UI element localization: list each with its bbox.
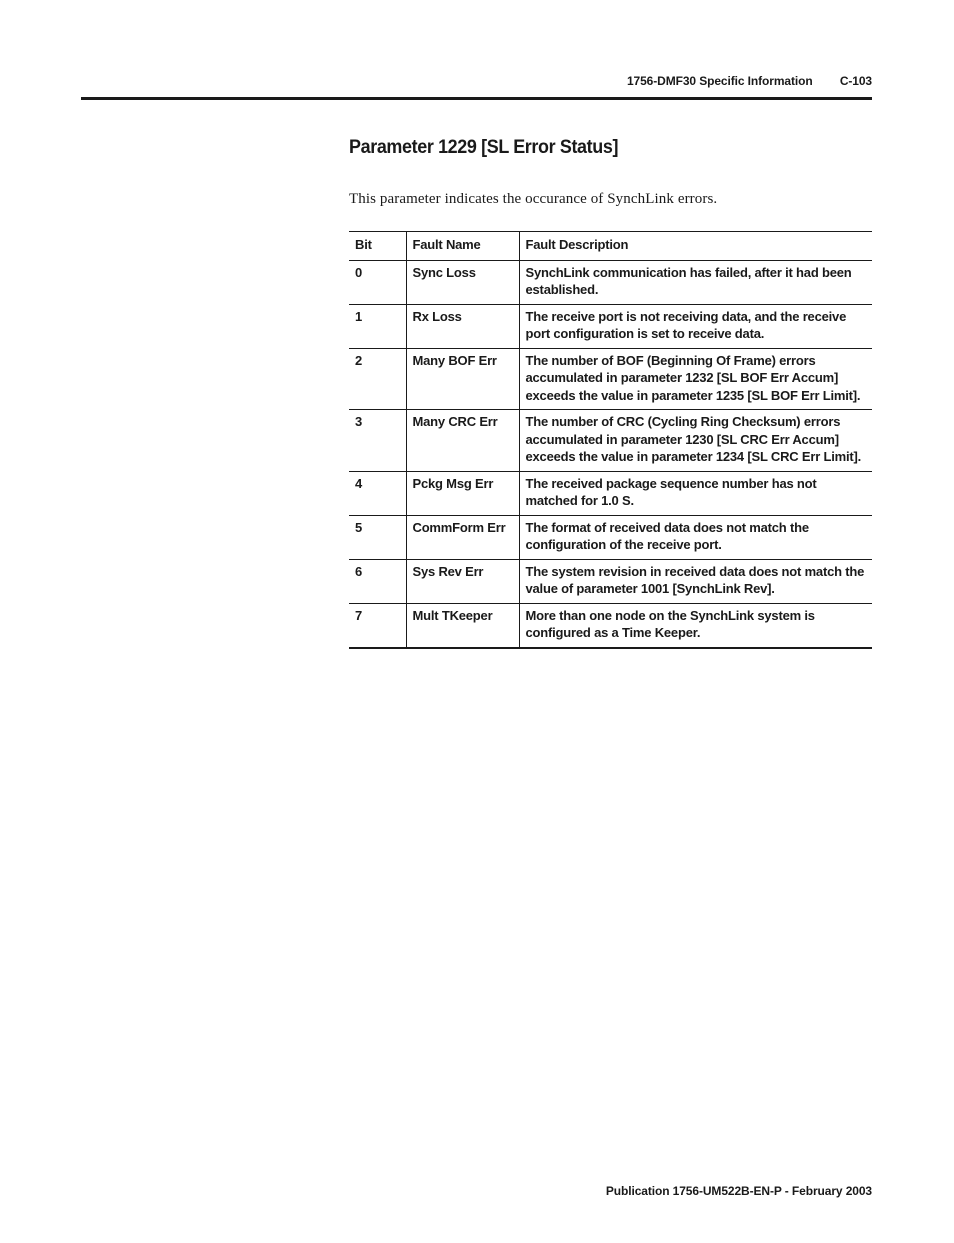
fault-name-cell: Sys Rev Err	[406, 559, 519, 603]
table-row	[349, 304, 872, 348]
fault-description-cell: The number of BOF (Beginning Of Frame) errors accumulated in parameter 1232 [SL BOF Err Accum] exceeds the value in parameter 1235 [SL BOF Err Limit].	[519, 348, 872, 410]
table-row	[349, 348, 872, 410]
table-row	[349, 471, 872, 515]
fault-description-cell: More than one node on the SynchLink system is configured as a Time Keeper.	[519, 603, 872, 648]
header-rule	[81, 97, 872, 100]
column-header-fault-name: Fault Name	[406, 232, 519, 261]
bit-cell: 7	[349, 603, 406, 648]
table-row	[349, 515, 872, 559]
bit-cell: 0	[349, 260, 406, 304]
fault-table	[349, 231, 872, 649]
header-section-title: 1756-DMF30 Specific Information	[626, 74, 813, 88]
page-header	[627, 74, 872, 88]
page-title: Parameter 1229 [SL Error Status]	[349, 136, 619, 158]
fault-description-cell: The received package sequence number has not matched for 1.0 S.	[519, 471, 872, 515]
fault-name-cell: Rx Loss	[406, 304, 519, 348]
bit-cell: 6	[349, 559, 406, 603]
table-row	[349, 603, 872, 648]
column-header-bit: Bit	[349, 232, 406, 261]
table-row	[349, 260, 872, 304]
bit-cell: 2	[349, 348, 406, 410]
fault-name-cell: Sync Loss	[406, 260, 519, 304]
fault-name-cell: Mult TKeeper	[406, 603, 519, 648]
fault-name-cell: Pckg Msg Err	[406, 471, 519, 515]
bit-cell: 1	[349, 304, 406, 348]
intro-paragraph: This parameter indicates the occurance of SynchLink errors.	[349, 191, 718, 207]
fault-name-cell: Many CRC Err	[406, 410, 519, 472]
bit-cell: 5	[349, 515, 406, 559]
fault-description-cell: The format of received data does not match the configuration of the receive port.	[519, 515, 872, 559]
fault-name-cell: CommForm Err	[406, 515, 519, 559]
table-row	[349, 559, 872, 603]
column-header-fault-description: Fault Description	[519, 232, 872, 261]
fault-description-cell: The system revision in received data does not match the value of parameter 1001 [SynchLink Rev].	[519, 559, 872, 603]
fault-name-cell: Many BOF Err	[406, 348, 519, 410]
table-row	[349, 410, 872, 472]
fault-description-cell: SynchLink communication has failed, after it had been established.	[519, 260, 872, 304]
bit-cell: 3	[349, 410, 406, 472]
header-page-number: C-103	[839, 74, 872, 88]
table-header-row	[349, 232, 872, 261]
fault-description-cell: The receive port is not receiving data, and the receive port configuration is set to receive data.	[519, 304, 872, 348]
fault-description-cell: The number of CRC (Cycling Ring Checksum) errors accumulated in parameter 1230 [SL CRC Err Accum] exceeds the value in parameter 1234 [SL CRC Err Limit].	[519, 410, 872, 472]
bit-cell: 4	[349, 471, 406, 515]
page-footer: Publication 1756-UM522B-EN-P - February 2003	[605, 1184, 872, 1198]
